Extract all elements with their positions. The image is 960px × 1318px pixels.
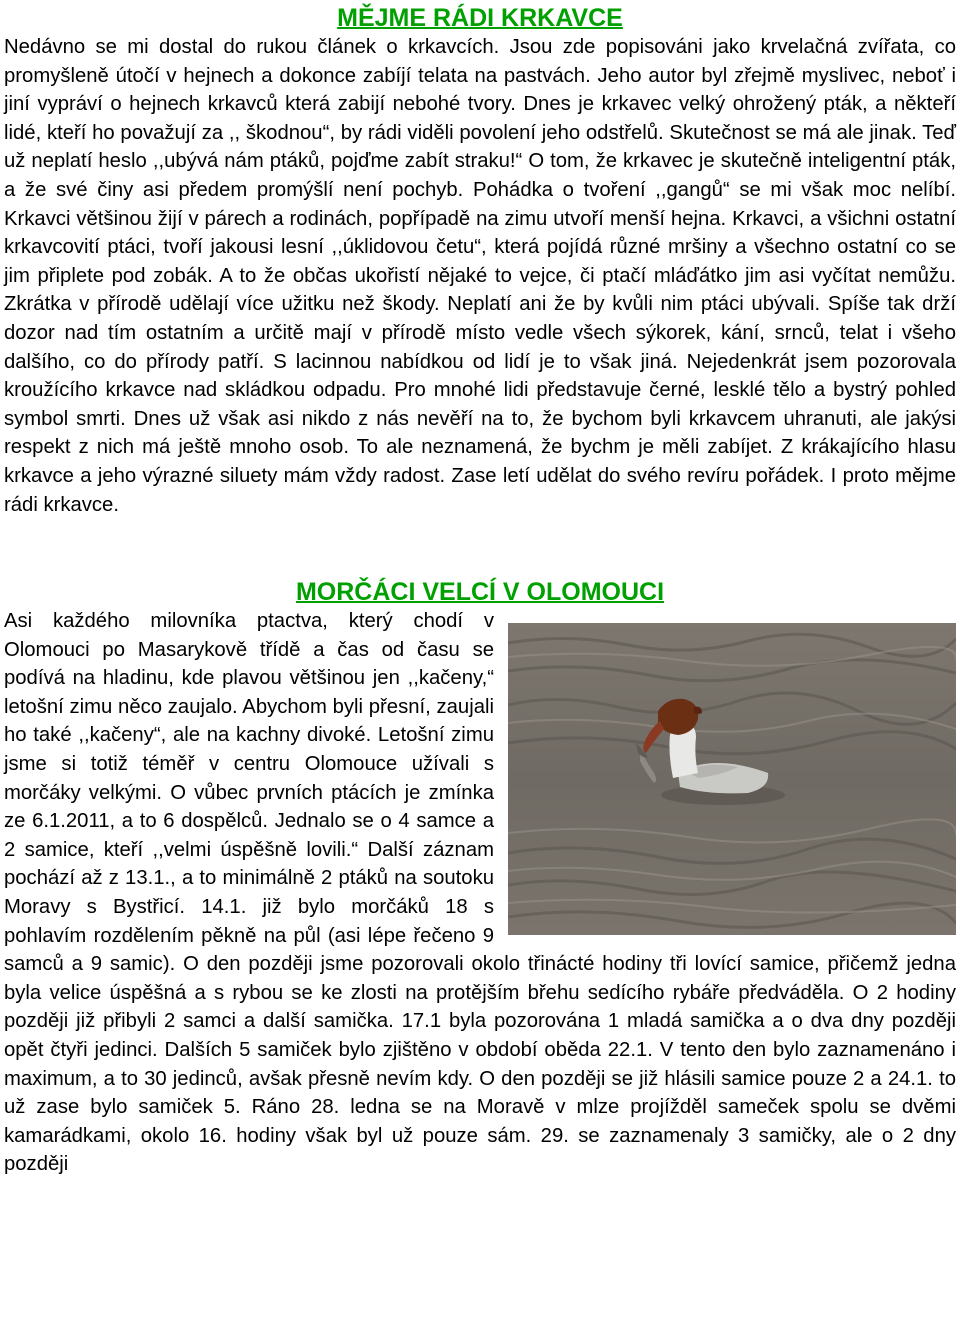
article2-body: Asi každého milovníka ptactva, který chodí v Olomouci po Masarykově třídě a čas od času se podívá na hladinu, kde plavou většinou jen ,,kačeny,“ letošní zimu něco zaujalo. Abychom byli přesní, zaujali ho také ,,kačeny“, ale na kachny divoké. Letošní zimu jsme si totiž téměř v centru Olomouce užívali s morčáky velkými. O vůbec prvních ptácích je zmínka ze 6.1.2011, a to 6 dospělců. Jednalo se o 4 samce a 2 samice, kteří ,,velmi úspěšně lovili.“ Další záznam pochází až z 13.1., a to minimálně 2 ptáků na soutoku Moravy s Bystřicí. 14.1. již bylo morčáků 18 s pohlavím rozdělením pěkně na půl (asi lépe řečeno 9 samců a 9 samic). O den později jsme pozorovali okolo třinácté hodiny tři lovící samice, přičemž jedna byla velice úspěšná a s rybou se ke zlosti na protějším břehu sedícího rybáře předváděla. O 2 hodiny později již přibyli 2 samci a další samička. 17.1 byla pozorována 1 mladá samička a o dva dny později opět čtyři jedinci. Dalších 5 samiček bylo zjištěno v období oběda 22.1. V tento den bylo zaznamenáno i maximum, a to 30 jedinců, avšak přesně nevím kdy. O den později se již hlásili samice pouze 2 a 24.1. to už zase bylo samiček 5. Ráno 28. ledna se na Moravě v mlze projížděl sameček spolu se dvěmi kamarádkami, okolo 16. hodiny však byl už pouze sám. 29. se zaznamenaly 3 samičky, ale o 2 dny později (4, 610, 956, 1176)
article1-title: MĚJME RÁDI KRKAVCE (337, 4, 623, 32)
article2-title: MORČÁCI VELCÍ V OLOMOUCI (295, 578, 665, 607)
article1-text: Nedávno se mi dostal do rukou článek o krkavcích. Jsou zde popisováni jako krvelačná zvířata, co promyšleně útočí v hejnech a dokonce zabíjí telata na pastvách. Jeho autor byl zřejmě myslivec, neboť i jiní vypráví o hejnech krkavců která zabijí nebohé tvory. Dnes je krkavec velký ohrožený pták, a někteří lidé, kteří ho považují za ,, škodnou“, by rádi viděli povolení jeho odstřelů. Skutečnost se má ale jinak. Teď už neplatí heslo ,,ubývá nám ptáků, pojďme zabít straku!“ O tom, že krkavec je skutečně inteligentní pták, a že své činy asi předem promýšlí není pochyb. Pohádka o tvoření ,,gangů“ se mi však moc nelíbí. Krkavci většinou žijí v párech a rodinách, popřípadě na zimu utvoří menší hejna. Krkavci, a všichni ostatní krkavcovití ptáci, tvoří jakousi lesní ,,úklidovou četu“, která pojídá různé mršiny a všechno ostatní co se jim připlete pod zobák. A to že občas ukořistí nějaké to vejce, či ptačí mláďátko jim asi vyčítat nemůžu. Zkrátka v přírodě udělají více užitku než škody. Neplatí ani že by kvůli nim ptáci ubývali. Spíše tak drží dozor nad tím ostatním a určitě mají v přírodě místo vedle všech sýkorek, kání, srnců, telat i všeho dalšího, co do přírody patří. S lacinnou nabídkou od lidí je to však jiná. Nejedenkrát jsem pozorovala kroužícího krkavce nad skládkou odpadu. Pro mnohé lidi představuje černé, lesklé tělo a bystrý pohled symbol smrti. Dnes už však asi nikdo z nás nevěří na to, že bychom byli krkavcem uhranuti, ale jakýsi respekt z nich má ještě mnoho osob. To ale neznamená, že bychm je měli zabíjet. Z krákajícího hlasu krkavce a jeho výrazné siluety mám vždy radost. Zase letí udělat do svého revíru pořádek. I proto mějme rádi krkavce. (4, 36, 956, 516)
page (4, 0, 956, 1179)
merganser-photo (508, 623, 956, 935)
section-spacer (4, 519, 956, 574)
